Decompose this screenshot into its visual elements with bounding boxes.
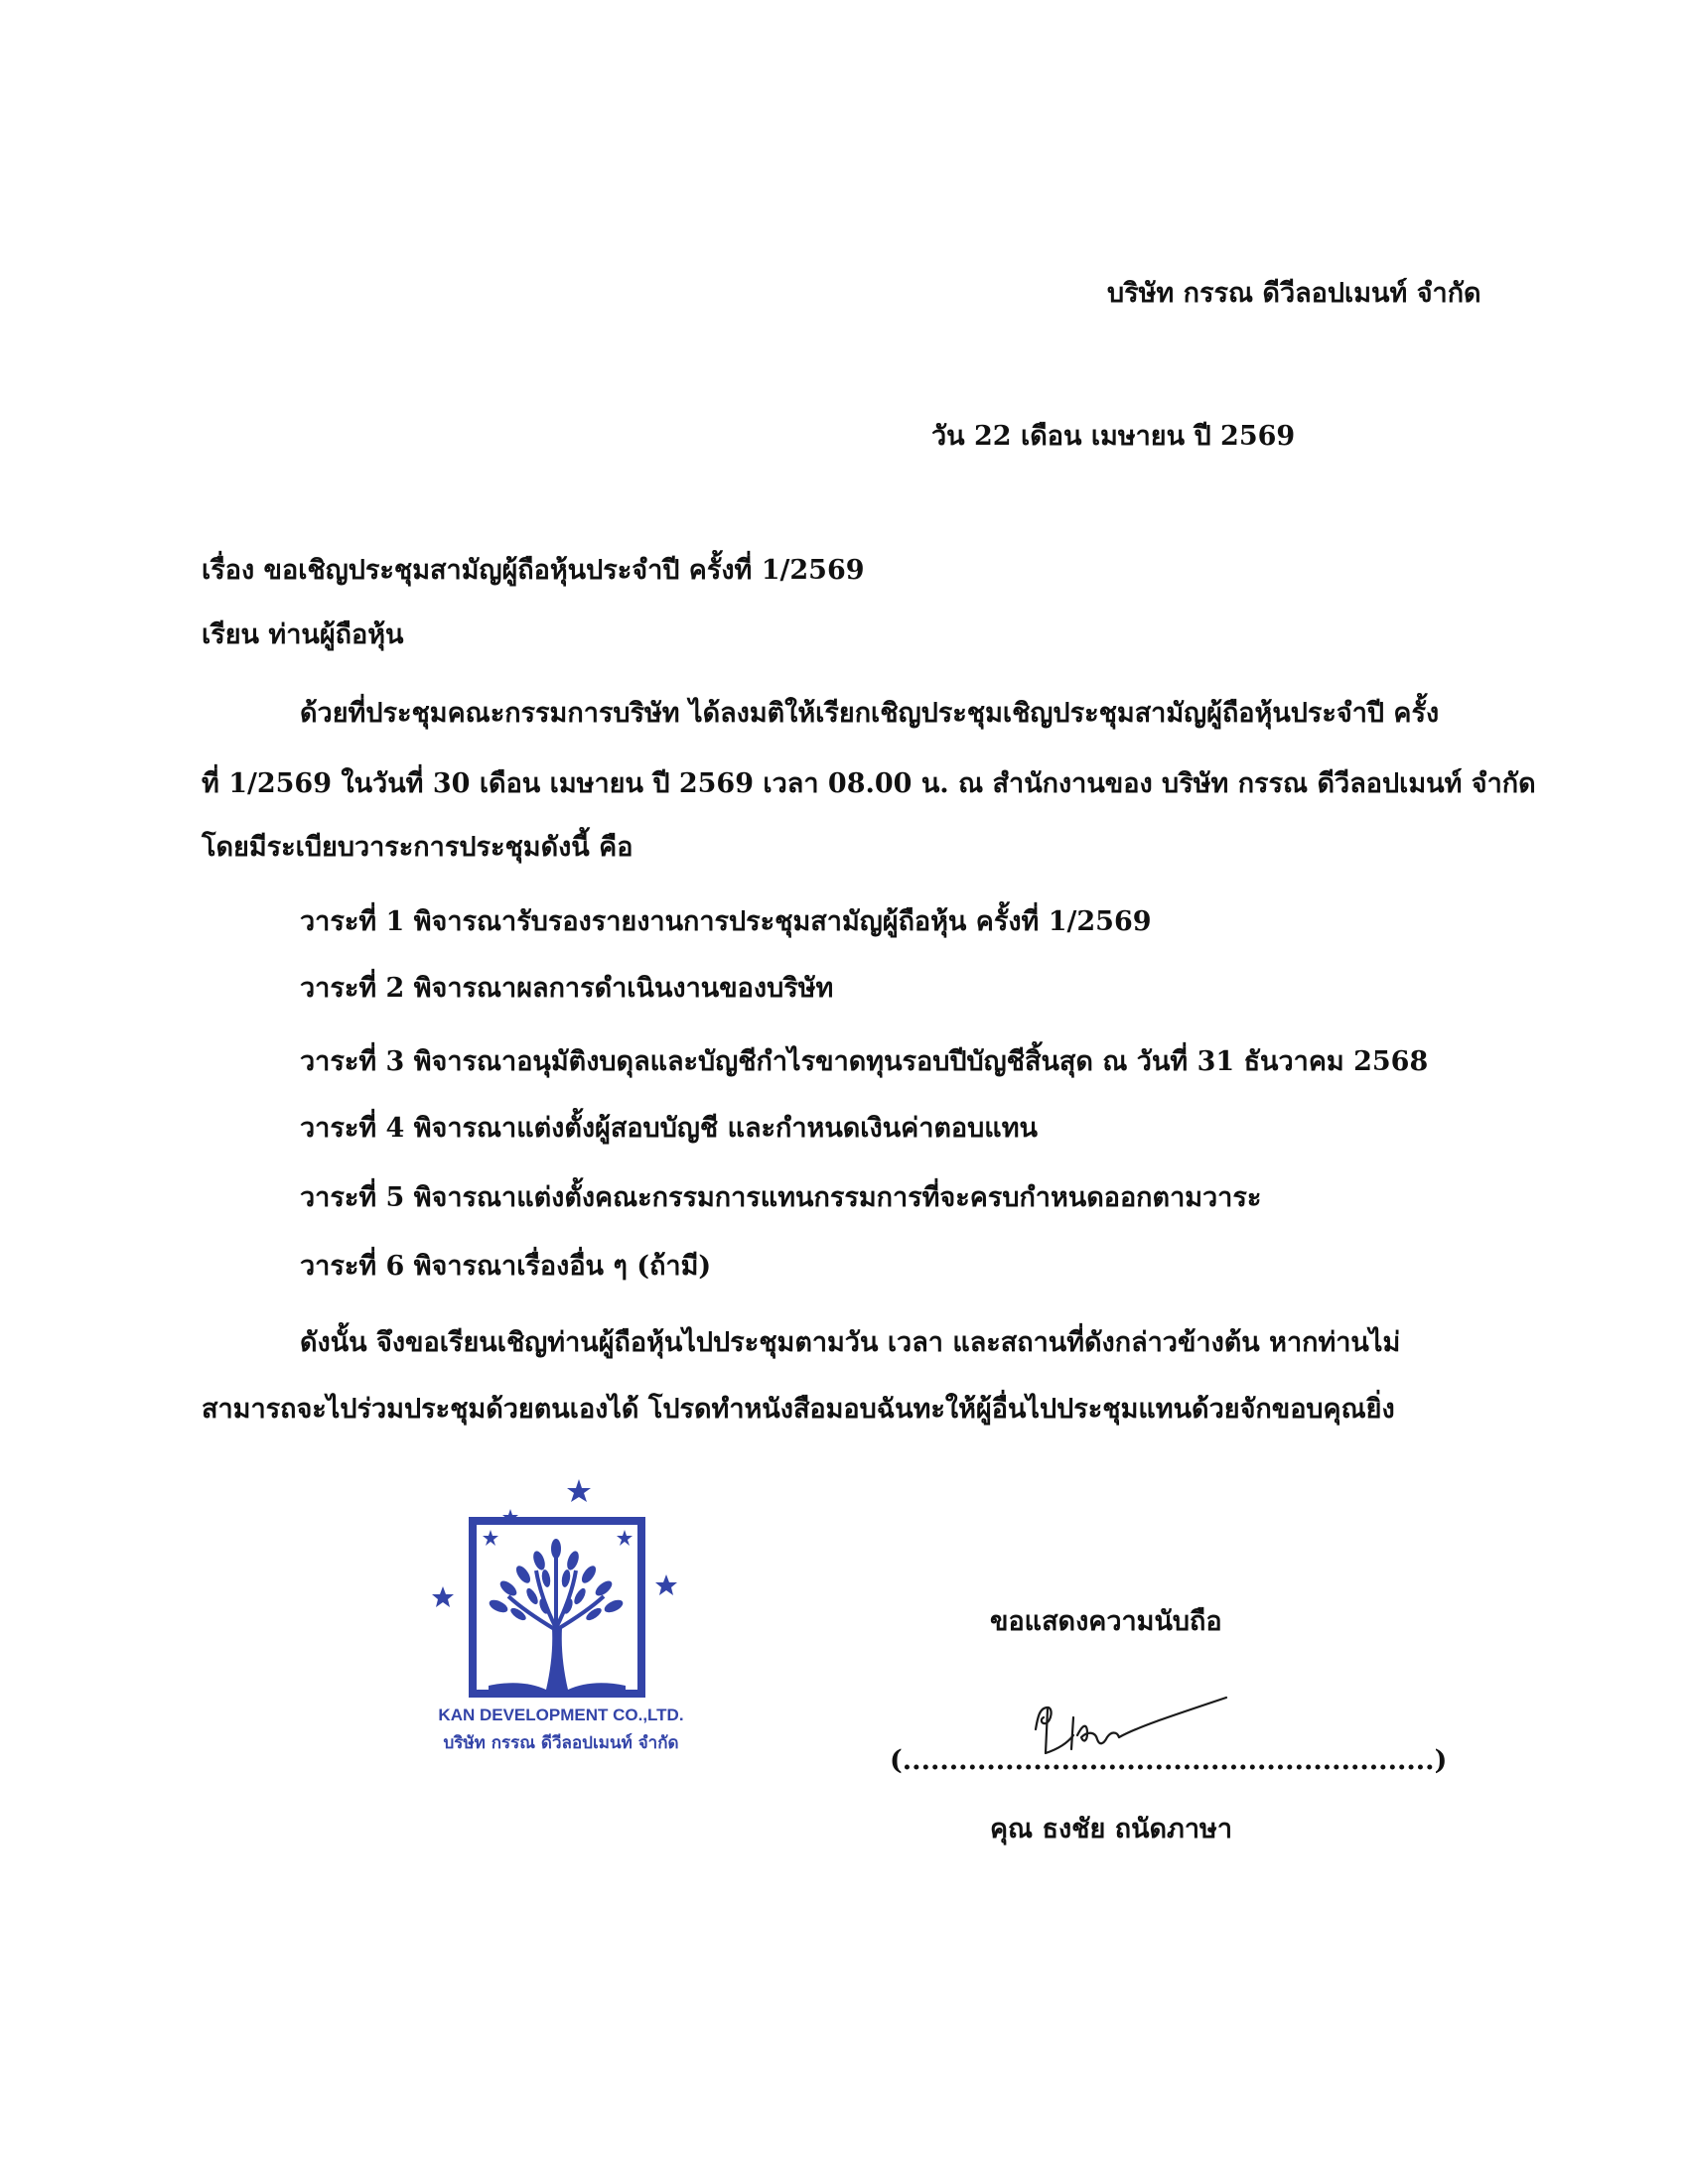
document-date: วัน 22 เดือน เมษายน ปี 2569 — [931, 421, 1296, 452]
salutation-line: เรียน ท่านผู้ถือหุ้น — [202, 619, 404, 650]
closing-phrase: ขอแสดงความนับถือ — [990, 1606, 1222, 1637]
company-header: บริษัท กรรณ ดีวีลอปเมนท์ จำกัด — [1107, 278, 1481, 309]
agenda-item-6: วาระที่ 6 พิจารณาเรื่องอื่น ๆ (ถ้ามี) — [300, 1251, 712, 1282]
intro-paragraph-line: ด้วยที่ประชุมคณะกรรมการบริษัท ได้ลงมติให้เรียกเชิญประชุมเชิญประชุมสามัญผู้ถือหุ้นประจำปี ครั้ง — [300, 698, 1440, 729]
signer-name: คุณ ธงชัย ถนัดภาษา — [990, 1814, 1232, 1844]
company-logo — [397, 1479, 725, 1767]
agenda-item-5: วาระที่ 5 พิจารณาแต่งตั้งคณะกรรมการแทนกรรมการที่จะครบกำหนดออกตามวาระ — [300, 1182, 1262, 1213]
intro-paragraph-line: ที่ 1/2569 ในวันที่ 30 เดือน เมษายน ปี 2569 เวลา 08.00 น. ณ สำนักงานของ บริษัท กรรณ ดีวีลอปเมนท์ จำกัด — [202, 768, 1536, 799]
signature-line: (.........................................................) — [890, 1745, 1448, 1776]
conclusion-paragraph-line: ดังนั้น จึงขอเรียนเชิญท่านผู้ถือหุ้นไปประชุมตามวัน เวลา และสถานที่ดังกล่าวข้างต้น หากท่านไม่ — [300, 1327, 1401, 1358]
logo-name-english: KAN DEVELOPMENT CO.,LTD. — [438, 1706, 684, 1724]
logo-name-thai: บริษัท กรรณ ดีวีลอปเมนท์ จำกัด — [443, 1733, 679, 1753]
intro-paragraph-line: โดยมีระเบียบวาระการประชุมดังนี้ คือ — [202, 832, 633, 863]
tree-with-stars-icon — [397, 1479, 725, 1707]
subject-line: เรื่อง ขอเชิญประชุมสามัญผู้ถือหุ้นประจำปี ครั้งที่ 1/2569 — [202, 555, 865, 586]
agenda-item-3: วาระที่ 3 พิจารณาอนุมัติงบดุลและบัญชีกำไรขาดทุนรอบปีบัญชีสิ้นสุด ณ วันที่ 31 ธันวาคม 2568 — [300, 1046, 1429, 1077]
agenda-item-1: วาระที่ 1 พิจารณารับรองรายงานการประชุมสามัญผู้ถือหุ้น ครั้งที่ 1/2569 — [300, 906, 1152, 937]
agenda-item-2: วาระที่ 2 พิจารณาผลการดำเนินงานของบริษัท — [300, 973, 834, 1004]
agenda-item-4: วาระที่ 4 พิจารณาแต่งตั้งผู้สอบบัญชี และกำหนดเงินค่าตอบแทน — [300, 1113, 1038, 1144]
conclusion-paragraph-line: สามารถจะไปร่วมประชุมด้วยตนเองได้ โปรดทำหนังสือมอบฉันทะให้ผู้อื่นไปประชุมแทนด้วยจักขอบคุณยิ่ง — [202, 1394, 1395, 1425]
